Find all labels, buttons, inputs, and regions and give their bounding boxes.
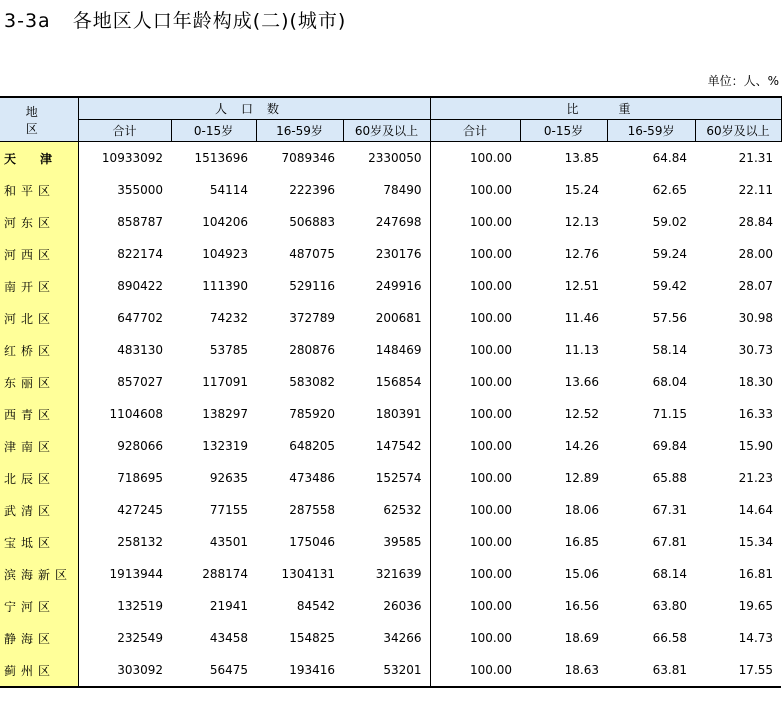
unit-label: 单位：人、% (707, 74, 779, 88)
region-name: 河东区 (0, 206, 78, 238)
header-pct-60-plus: 60岁及以上 (695, 120, 781, 142)
cell-a16-59: 7089346 (281, 151, 335, 165)
cell-total: 303092 (78, 654, 171, 687)
cell-a16-59: 175046 (289, 535, 335, 549)
table-row (0, 334, 781, 366)
cell-p-total: 100.00 (470, 151, 513, 165)
region-name: 河北区 (0, 302, 78, 334)
table-title: 各地区人口年龄构成(二)(城市) (72, 10, 347, 32)
table-row (0, 238, 781, 270)
cell-a60: 156854 (343, 366, 430, 398)
cell-p0-15: 16.85 (564, 535, 600, 549)
cell-total: 1913944 (109, 567, 163, 581)
table-row (0, 366, 781, 398)
cell-a0-15: 74232 (209, 311, 248, 325)
cell-p60: 30.73 (738, 343, 774, 357)
cell-a60: 147542 (343, 430, 430, 462)
cell-p-total: 100.00 (470, 311, 513, 325)
header-region: 地 区 (0, 97, 78, 142)
region-name: 南开区 (0, 270, 78, 302)
cell-total: 718695 (117, 471, 163, 485)
cell-a60: 53201 (343, 654, 430, 687)
region-name: 北辰区 (0, 462, 78, 494)
cell-p60: 16.33 (738, 407, 774, 421)
cell-a0-15: 77155 (209, 503, 248, 517)
table-row (0, 494, 781, 526)
cell-a60: 321639 (343, 558, 430, 590)
cell-p0-15: 12.89 (564, 471, 600, 485)
table-row (0, 430, 781, 462)
region-name: 和平区 (0, 174, 78, 206)
table-row (0, 398, 781, 430)
cell-p16-59: 69.84 (652, 439, 688, 453)
cell-p16-59: 68.14 (652, 567, 688, 581)
cell-total: 928066 (117, 439, 163, 453)
cell-total: 10933092 (101, 151, 163, 165)
cell-p-total: 100.00 (470, 439, 513, 453)
table-body (0, 142, 781, 688)
cell-total: 427245 (117, 503, 163, 517)
cell-p16-59: 63.80 (652, 599, 688, 613)
cell-total: 1104608 (109, 407, 163, 421)
cell-p-total: 100.00 (470, 343, 513, 357)
cell-a16-59: 529116 (289, 279, 335, 293)
cell-a0-15: 43501 (209, 535, 248, 549)
cell-p60: 16.81 (738, 567, 774, 581)
cell-p60: 18.30 (738, 375, 774, 389)
header-0-15: 0-15岁 (171, 120, 256, 142)
table-row (0, 270, 781, 302)
table-row (0, 622, 781, 654)
cell-p16-59: 65.88 (652, 471, 688, 485)
cell-p-total: 100.00 (470, 503, 513, 517)
cell-p-total: 100.00 (470, 279, 513, 293)
cell-total: 355000 (117, 183, 163, 197)
cell-a0-15: 288174 (202, 567, 248, 581)
cell-a0-15: 21941 (209, 599, 248, 613)
cell-p-total: 100.00 (470, 535, 513, 549)
cell-p-total: 100.00 (470, 567, 513, 581)
header-total: 合计 (78, 120, 171, 142)
cell-p0-15: 14.26 (564, 439, 600, 453)
cell-p16-59: 58.14 (652, 343, 688, 357)
cell-a60: 249916 (343, 270, 430, 302)
cell-a0-15: 138297 (202, 407, 248, 421)
cell-p60: 28.84 (738, 215, 774, 229)
region-name: 红桥区 (0, 334, 78, 366)
table-row (0, 462, 781, 494)
cell-p-total: 100.00 (470, 215, 513, 229)
cell-a0-15: 1513696 (194, 151, 248, 165)
cell-a16-59: 287558 (289, 503, 335, 517)
region-name: 武清区 (0, 494, 78, 526)
cell-p-total: 100.00 (470, 375, 513, 389)
cell-p60: 19.65 (738, 599, 774, 613)
cell-total: 858787 (117, 215, 163, 229)
cell-a16-59: 154825 (289, 631, 335, 645)
cell-p16-59: 59.02 (652, 215, 688, 229)
region-name: 天 津 (0, 142, 78, 175)
cell-p16-59: 67.81 (652, 535, 688, 549)
cell-a60: 78490 (343, 174, 430, 206)
cell-p0-15: 13.85 (564, 151, 600, 165)
cell-p-total: 100.00 (470, 599, 513, 613)
cell-a60: 62532 (343, 494, 430, 526)
cell-p0-15: 12.13 (564, 215, 600, 229)
cell-a60: 180391 (343, 398, 430, 430)
header-pct-16-59: 16-59岁 (607, 120, 695, 142)
population-age-table (0, 96, 782, 688)
cell-a0-15: 111390 (202, 279, 248, 293)
cell-p60: 28.07 (738, 279, 774, 293)
table-row (0, 142, 781, 175)
cell-p0-15: 12.76 (564, 247, 600, 261)
cell-p60: 21.31 (738, 151, 774, 165)
cell-p-total: 100.00 (470, 407, 513, 421)
cell-p0-15: 16.56 (564, 599, 600, 613)
cell-p60: 14.73 (738, 631, 774, 645)
cell-p16-59: 63.81 (607, 654, 695, 687)
cell-p16-59: 57.56 (652, 311, 688, 325)
cell-a60: 247698 (343, 206, 430, 238)
cell-a16-59: 583082 (289, 375, 335, 389)
cell-p0-15: 12.51 (564, 279, 600, 293)
cell-a0-15: 43458 (209, 631, 248, 645)
table-number: 3-3a (4, 10, 51, 32)
cell-p16-59: 67.31 (652, 503, 688, 517)
cell-total: 232549 (117, 631, 163, 645)
cell-p0-15: 13.66 (564, 375, 600, 389)
table-row (0, 558, 781, 590)
cell-p-total: 100.00 (470, 631, 513, 645)
cell-p60: 21.23 (738, 471, 774, 485)
cell-total: 890422 (117, 279, 163, 293)
cell-a16-59: 84542 (296, 599, 335, 613)
cell-a16-59: 648205 (289, 439, 335, 453)
cell-a60: 230176 (343, 238, 430, 270)
header-pct-0-15: 0-15岁 (520, 120, 607, 142)
region-name: 滨海新区 (0, 558, 78, 590)
table-row (0, 654, 781, 687)
cell-total: 857027 (117, 375, 163, 389)
cell-p-total: 100.00 (470, 247, 513, 261)
cell-a0-15: 56475 (171, 654, 256, 687)
cell-p60: 28.00 (738, 247, 774, 261)
cell-a60: 34266 (343, 622, 430, 654)
header-population-group: 人口数 (78, 97, 430, 120)
header-pct-total: 合计 (430, 120, 520, 142)
cell-a0-15: 132319 (202, 439, 248, 453)
cell-total: 132519 (117, 599, 163, 613)
cell-p-total: 100.00 (430, 654, 520, 687)
cell-a16-59: 785920 (289, 407, 335, 421)
cell-p0-15: 18.69 (564, 631, 600, 645)
cell-p16-59: 59.42 (652, 279, 688, 293)
cell-total: 822174 (117, 247, 163, 261)
cell-p0-15: 11.13 (564, 343, 600, 357)
cell-p60: 17.55 (695, 654, 781, 687)
cell-p-total: 100.00 (470, 183, 513, 197)
cell-p0-15: 12.52 (564, 407, 600, 421)
region-name: 宝坻区 (0, 526, 78, 558)
cell-p16-59: 59.24 (652, 247, 688, 261)
cell-a16-59: 1304131 (281, 567, 335, 581)
cell-total: 647702 (117, 311, 163, 325)
table-row (0, 590, 781, 622)
cell-p60: 15.90 (738, 439, 774, 453)
region-name: 津南区 (0, 430, 78, 462)
region-name: 宁河区 (0, 590, 78, 622)
cell-a60: 200681 (343, 302, 430, 334)
cell-p16-59: 68.04 (652, 375, 688, 389)
cell-a60: 152574 (343, 462, 430, 494)
cell-a16-59: 280876 (289, 343, 335, 357)
region-name: 河西区 (0, 238, 78, 270)
cell-p60: 15.34 (738, 535, 774, 549)
cell-p0-15: 11.46 (564, 311, 600, 325)
header-ratio-group: 比 重 (430, 97, 781, 120)
cell-a16-59: 193416 (256, 654, 343, 687)
cell-a16-59: 222396 (289, 183, 335, 197)
cell-p16-59: 62.65 (652, 183, 688, 197)
cell-a0-15: 54114 (209, 183, 248, 197)
cell-a60: 2330050 (343, 142, 430, 175)
table-row (0, 206, 781, 238)
cell-p0-15: 15.24 (564, 183, 600, 197)
region-name: 静海区 (0, 622, 78, 654)
cell-total: 483130 (117, 343, 163, 357)
cell-a0-15: 104206 (202, 215, 248, 229)
table-row (0, 526, 781, 558)
cell-a60: 39585 (343, 526, 430, 558)
cell-a0-15: 92635 (209, 471, 248, 485)
cell-p60: 30.98 (738, 311, 774, 325)
region-name: 东丽区 (0, 366, 78, 398)
cell-p-total: 100.00 (470, 471, 513, 485)
cell-p0-15: 15.06 (564, 567, 600, 581)
cell-total: 258132 (117, 535, 163, 549)
cell-a0-15: 53785 (209, 343, 248, 357)
table-row (0, 174, 781, 206)
cell-a60: 26036 (343, 590, 430, 622)
cell-a0-15: 117091 (202, 375, 248, 389)
page-title (4, 6, 346, 33)
cell-a16-59: 506883 (289, 215, 335, 229)
cell-a16-59: 372789 (289, 311, 335, 325)
header-16-59: 16-59岁 (256, 120, 343, 142)
header-60-plus: 60岁及以上 (343, 120, 430, 142)
cell-p16-59: 64.84 (652, 151, 688, 165)
cell-a16-59: 487075 (289, 247, 335, 261)
cell-a16-59: 473486 (289, 471, 335, 485)
cell-p0-15: 18.63 (520, 654, 607, 687)
table-row (0, 302, 781, 334)
cell-a0-15: 104923 (202, 247, 248, 261)
cell-p16-59: 66.58 (652, 631, 688, 645)
region-name: 西青区 (0, 398, 78, 430)
cell-a60: 148469 (343, 334, 430, 366)
cell-p60: 14.64 (738, 503, 774, 517)
cell-p16-59: 71.15 (652, 407, 688, 421)
cell-p0-15: 18.06 (564, 503, 600, 517)
cell-p60: 22.11 (738, 183, 774, 197)
region-name: 蓟州区 (0, 654, 78, 687)
